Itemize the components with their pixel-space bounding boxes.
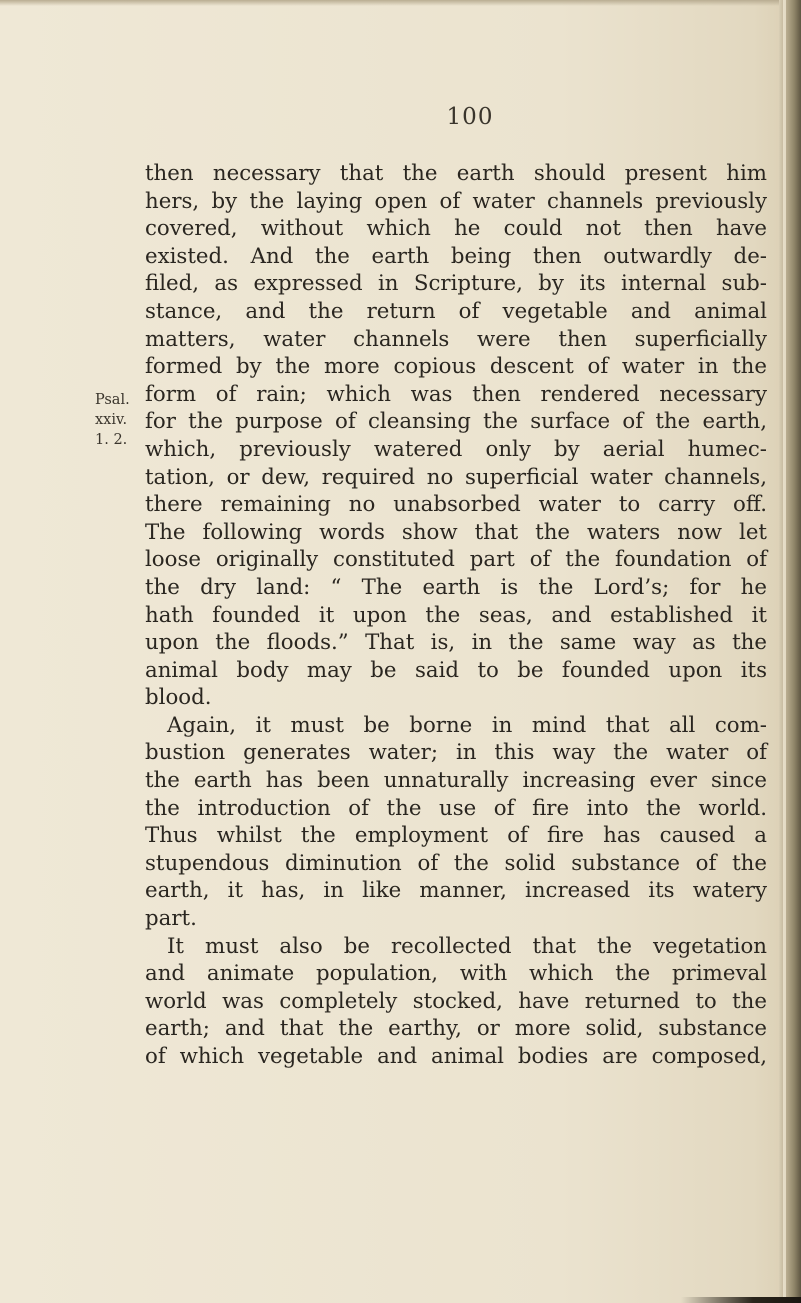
text-line: stupendous diminution of the solid substance of the: [145, 850, 767, 876]
text-line: existed. And the earth being then outwardly de-: [145, 243, 767, 269]
page-number: 100: [446, 104, 494, 130]
text-line: of which vegetable and animal bodies are composed,: [145, 1044, 767, 1069]
margin-reference-line: Psal.: [95, 392, 130, 408]
text-line: Again, it must be borne in mind that all com-: [167, 712, 767, 738]
text-line: It must also be recollected that the vegetation: [167, 933, 767, 959]
text-line: hath founded it upon the seas, and established it: [145, 602, 767, 628]
text-line: form of rain; which was then rendered necessary: [145, 381, 767, 407]
text-line: filed, as expressed in Scripture, by its internal sub-: [145, 271, 767, 297]
text-line: matters, water channels were then superficially: [145, 326, 767, 352]
body-text: [145, 160, 767, 1071]
text-line: stance, and the return of vegetable and animal: [145, 298, 767, 324]
text-line: world was completely stocked, have returned to the: [145, 988, 767, 1014]
page-edge: [779, 0, 801, 1303]
text-line: the earth has been unnaturally increasing ever since: [145, 768, 767, 794]
text-line: and animate population, with which the primeval: [145, 961, 767, 987]
text-line: formed by the more copious descent of water in the: [145, 354, 767, 380]
margin-reference-line: xxiv.: [95, 412, 128, 428]
margin-reference: [95, 390, 130, 450]
text-line: The following words show that the waters now let: [145, 519, 767, 545]
text-line: loose originally constituted part of the foundation of: [145, 547, 767, 573]
text-line: earth; and that the earthy, or more solid, substance: [145, 1016, 767, 1042]
margin-reference-line: 1. 2.: [95, 432, 128, 448]
text-line: hers, by the laying open of water channels previously: [145, 188, 767, 214]
text-line: blood.: [145, 685, 212, 711]
text-line: which, previously watered only by aerial humec-: [145, 436, 767, 462]
text-line: animal body may be said to be founded upon its: [145, 657, 767, 683]
text-line: upon the floods.” That is, in the same way as the: [145, 630, 767, 656]
text-line: the dry land: “ The earth is the Lord’s; for he: [145, 574, 767, 600]
text-line: earth, it has, in like manner, increased its watery: [145, 878, 767, 904]
page-edge-shadow: [681, 1297, 801, 1303]
text-line: part.: [145, 906, 197, 932]
text-line: there remaining no unabsorbed water to carry off.: [145, 492, 767, 518]
text-line: then necessary that the earth should present him: [145, 161, 767, 186]
text-line: the introduction of the use of fire into the world.: [145, 795, 767, 821]
text-line: for the purpose of cleansing the surface of the earth,: [145, 409, 767, 435]
text-line: covered, without which he could not then have: [145, 216, 767, 242]
text-line: Thus whilst the employment of fire has caused a: [145, 823, 767, 849]
page-top-shadow: [0, 0, 801, 6]
text-line: bustion generates water; in this way the water of: [145, 740, 767, 766]
text-line: tation, or dew, required no superficial water channels,: [145, 464, 767, 490]
